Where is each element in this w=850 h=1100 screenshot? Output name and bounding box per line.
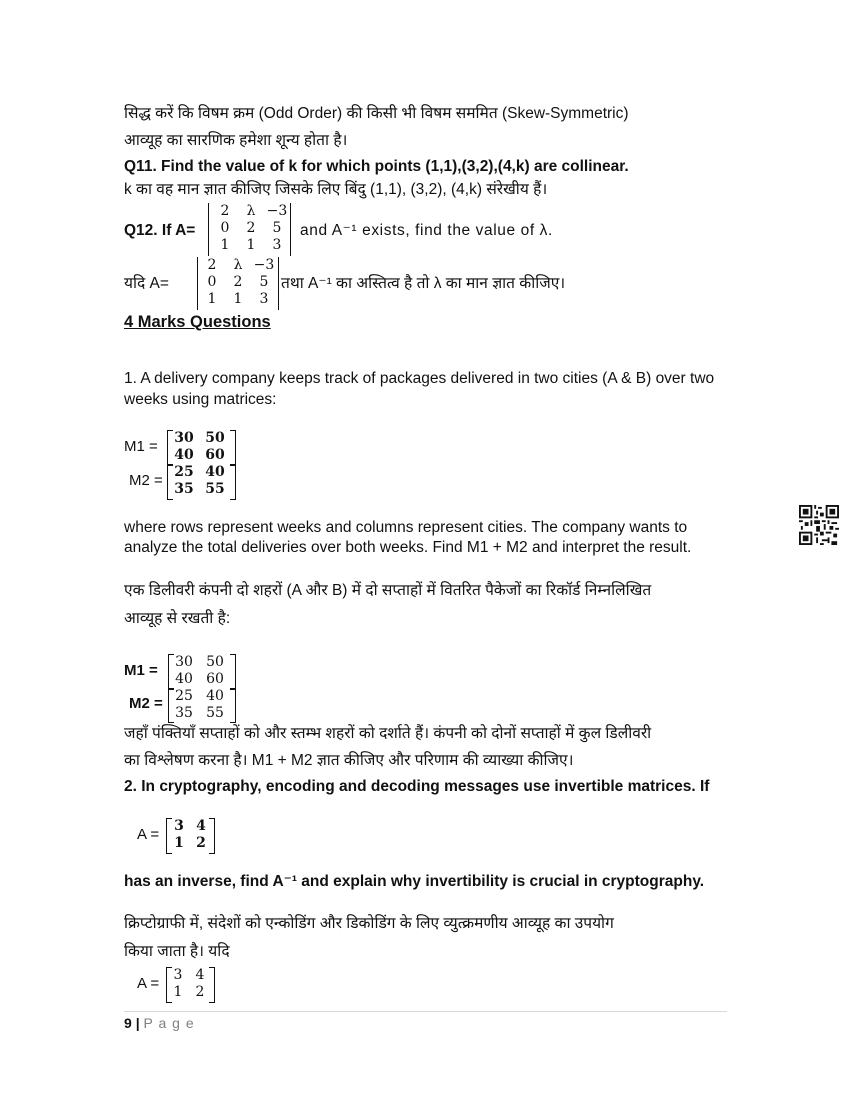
q1-en-line2: weeks using matrices: [124,391,277,408]
q2-en-line2: has an inverse, find A⁻¹ and explain why invertibility is crucial in cryptography. [124,873,705,890]
q12-english-suffix: and A⁻¹ exists, find the value of λ. [300,222,553,239]
m2-matrix [171,464,233,498]
matrix-cell: 40 [174,447,194,463]
matrix-cell: 40 [175,671,193,687]
m2-hindi-matrix [172,688,234,722]
matrix-cell: λ [233,257,243,273]
a-right-bracket [209,818,215,854]
matrix-cell: 1 [207,291,217,307]
q1-en-line1: 1. A delivery company keeps track of packages delivered in two cities (A & B) over two [124,370,715,387]
page-separator: | [135,1015,140,1031]
matrix-cell: −3 [253,257,275,273]
matrix-cell: 2 [196,835,206,851]
matrix-cell: 3 [174,818,184,834]
m1-hindi-matrix [172,654,234,688]
matrix-cell: 1 [220,237,230,253]
matrix-cell: 55 [206,705,224,721]
q1-hi-line1: एक डिलीवरी कंपनी दो शहरों (A और B) में दो सप्ताहों में वितरित पैकेजों का रिकॉर्ड निम्नलिखित [124,582,652,599]
m2-label-hindi-block: M2 = [129,695,163,712]
q1-en-line4: analyze the total deliveries over both weeks. Find M1 + M2 and interpret the result. [124,539,692,556]
matrix-cell: 0 [220,220,230,236]
page-word: P a g e [143,1015,195,1031]
m1-hi-right-bracket [230,654,236,690]
page-footer [124,1015,195,1031]
m1-label-hindi-block: M1 = [124,662,158,679]
matrix-cell: 35 [174,481,194,497]
a-label: A = [137,826,160,843]
matrix-cell: 30 [174,430,194,446]
m2-hi-right-bracket [230,688,236,723]
matrix-cell: 40 [206,688,224,704]
q11-hindi: k का वह मान ज्ञात कीजिए जिसके लिए बिंदु (1,1), (3,2), (4,k) संरेखीय हैं। [124,181,548,198]
matrix-cell: 5 [259,274,269,290]
matrix-cell: 55 [205,481,225,497]
matrix-cell: 4 [196,818,206,834]
matrix-cell: 50 [205,430,225,446]
q10-line2: आव्यूह का सारणिक हमेशा शून्य होता है। [124,132,348,149]
matrix-cell: 2 [246,220,256,236]
matrix-cell: −3 [266,203,288,219]
matrix-cell: 5 [272,220,282,236]
m2-label: M2 = [129,472,163,489]
matrix-cell: 1 [246,237,256,253]
q2-en-line1: 2. In cryptography, encoding and decoding messages use invertible matrices. If [124,778,710,795]
matrix-cell: 60 [206,671,224,687]
q1-hi-line3: जहाँ पंक्तियाँ सप्ताहों को और स्तम्भ शहरों को दर्शाते हैं। कंपनी को दोनों सप्ताहों में कुल डिलीवरी [124,725,652,742]
matrix-cell: 2 [233,274,243,290]
matrix-cell: 3 [272,237,282,253]
q10-line1: सिद्ध करें कि विषम क्रम (Odd Order) की किसी भी विषम सममित (Skew-Symmetric) [124,105,629,122]
matrix-cell: 2 [220,203,230,219]
q12-hindi-prefix: यदि A= [124,275,169,292]
matrix-cell: 1 [174,835,184,851]
matrix-cell: 4 [195,967,205,983]
q12-hindi-matrix [199,257,277,308]
footer-divider [124,1011,727,1012]
a-hindi-matrix [170,967,214,1001]
matrix-cell: 3 [259,291,269,307]
matrix-cell: 0 [207,274,217,290]
q1-hi-line4: का विश्लेषण करना है। M1 + M2 ज्ञात कीजिए और परिणाम की व्याख्या कीजिए। [124,752,574,769]
m1-right-bracket [230,430,236,466]
matrix-cell: λ [246,203,256,219]
q2-hi-line2: किया जाता है। यदि [124,943,230,960]
q1-hi-line2: आव्यूह से रखती है: [124,610,231,627]
matrix-cell: 1 [173,984,183,1000]
m1-matrix [171,430,233,464]
m2-right-bracket [230,464,236,500]
matrix-cell: 2 [195,984,205,1000]
matrix-cell: 40 [205,464,225,480]
matrix-cell: 50 [206,654,224,670]
matrix-cell: 1 [233,291,243,307]
qr-code-icon [799,505,839,545]
q12-matrix [212,203,290,254]
q1-en-line3: where rows represent weeks and columns represent cities. The company wants to [124,519,688,536]
q12-hindi-suffix: तथा A⁻¹ का अस्तित्व है तो λ का मान ज्ञात कीजिए। [281,275,566,292]
q12-det-right-bar [290,203,291,256]
matrix-cell: 60 [205,447,225,463]
matrix-cell: 25 [174,464,194,480]
matrix-cell: 30 [175,654,193,670]
q12-hi-det-left-bar [197,257,198,310]
matrix-cell: 35 [175,705,193,721]
section-heading: 4 Marks Questions [124,313,271,331]
matrix-cell: 2 [207,257,217,273]
matrix-cell: 25 [175,688,193,704]
a-hi-right-bracket [209,967,215,1003]
q12-english-prefix: Q12. If A= [124,222,196,239]
a-matrix [170,818,214,852]
q2-hi-line1: क्रिप्टोग्राफी में, संदेशों को एन्कोडिंग और डिकोडिंग के लिए व्युत्क्रमणीय आव्यूह का उपयोग [124,915,614,932]
matrix-cell: 3 [173,967,183,983]
q12-hi-det-right-bar [278,257,279,310]
m1-label: M1 = [124,438,158,455]
q12-det-left-bar [208,203,209,256]
page-number: 9 [124,1015,132,1031]
a-label-hindi-block: A = [137,975,160,992]
q11-english: Q11. Find the value of k for which points (1,1),(3,2),(4,k) are collinear. [124,158,629,175]
